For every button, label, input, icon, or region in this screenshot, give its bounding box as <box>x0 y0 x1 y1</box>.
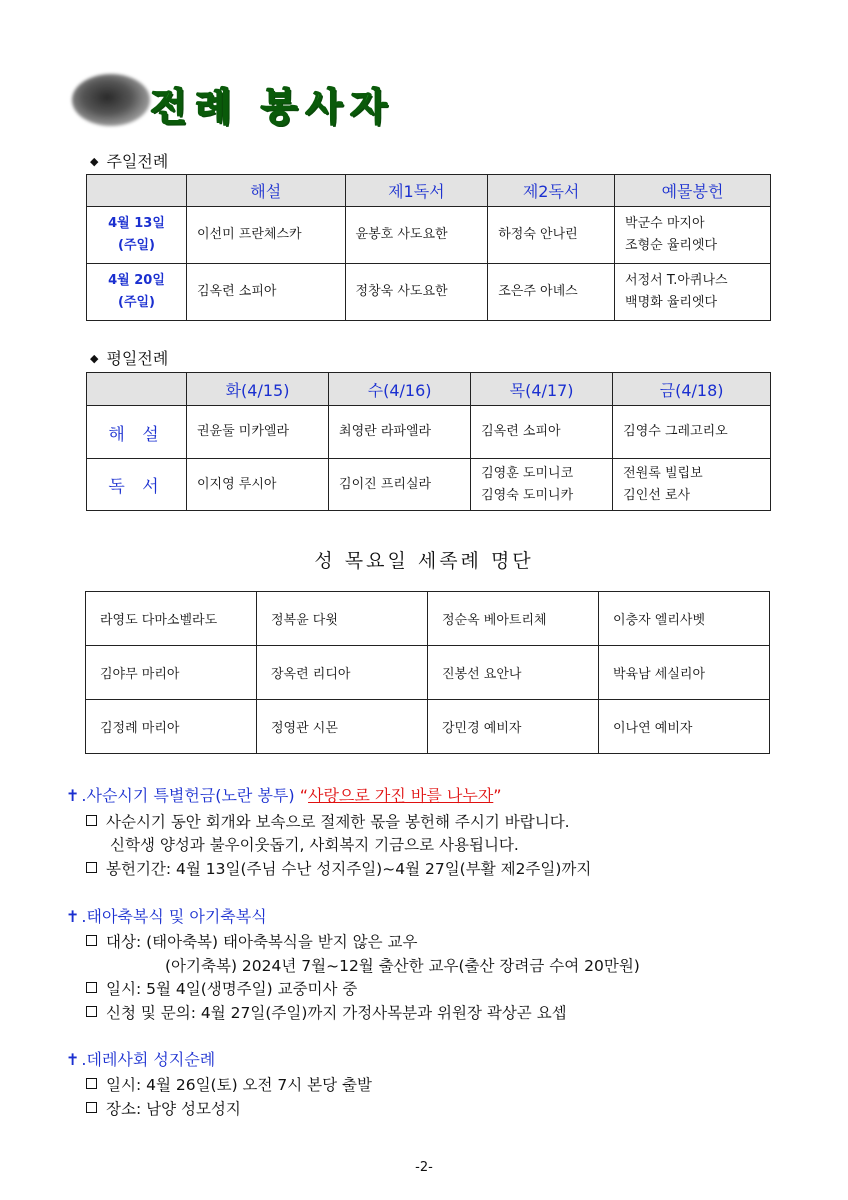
table-cell: 하정숙 안나린 <box>488 207 615 264</box>
table-row <box>87 459 771 511</box>
checkbox-bullet-icon <box>86 1102 97 1113</box>
diamond-bullet-icon: ◆ <box>90 155 99 168</box>
decorative-blob <box>72 74 150 126</box>
name-cell: 김정례 마리아 <box>86 700 257 754</box>
weekday-table <box>86 372 771 511</box>
name-cell: 이충자 엘리사벳 <box>599 592 770 646</box>
page-header <box>64 64 404 134</box>
table-cell: 조은주 아녜스 <box>488 264 615 321</box>
table-cell: 김옥련 소피아 <box>187 264 346 321</box>
name-cell: 정복윤 다윗 <box>257 592 428 646</box>
list-item-continuation: 신학생 양성과 불우이웃돕기, 사회복지 기금으로 사용됩니다. <box>110 836 519 854</box>
table-row <box>87 264 771 321</box>
table-cell: 김이진 프리실라 <box>329 459 471 511</box>
cross-icon: ✝ <box>66 1050 80 1069</box>
column-header: 금(4/18) <box>613 373 771 406</box>
table-row <box>87 207 771 264</box>
role-cell: 해 설 <box>87 406 187 459</box>
checkbox-bullet-icon <box>86 862 97 873</box>
list-item: 일시: 5월 4일(생명주일) 교중미사 중 <box>86 977 357 999</box>
list-item: 사순시기 동안 회개와 보속으로 절제한 몫을 봉헌해 주시기 바랍니다. <box>86 810 570 832</box>
table-cell: 이지영 루시아 <box>187 459 329 511</box>
list-item: 일시: 4월 26일(토) 오전 7시 본당 출발 <box>86 1073 372 1095</box>
table-row <box>86 592 770 646</box>
list-item: 봉헌기간: 4월 13일(주님 수난 성지주일)~4월 27일(부활 제2주일)까지 <box>86 857 591 879</box>
checkbox-bullet-icon <box>86 815 97 826</box>
table-cell: 권윤둘 미카엘라 <box>187 406 329 459</box>
table-cell: 이선미 프란체스카 <box>187 207 346 264</box>
table-corner <box>87 373 187 406</box>
name-cell: 박육남 세실리아 <box>599 646 770 700</box>
table-cell: 김옥련 소피아 <box>471 406 613 459</box>
name-cell: 진봉선 요안나 <box>428 646 599 700</box>
list-item: 장소: 남양 성모성지 <box>86 1097 241 1119</box>
weekday-section-label: ◆ 평일전례 <box>90 349 169 368</box>
table-row <box>87 406 771 459</box>
checkbox-bullet-icon <box>86 1006 97 1017</box>
checkbox-bullet-icon <box>86 1078 97 1089</box>
page-number: -2- <box>415 1160 433 1175</box>
footwashing-table <box>85 591 770 754</box>
table-row <box>86 700 770 754</box>
footwashing-title: 성 목요일 세족례 명단 <box>314 550 534 572</box>
name-cell: 정순옥 베아트리체 <box>428 592 599 646</box>
role-cell: 독 서 <box>87 459 187 511</box>
notice-heading: ✝ .데레사회 성지순례 <box>66 1050 216 1069</box>
date-cell: 4월 13일 (주일) <box>87 207 187 264</box>
column-header: 화(4/15) <box>187 373 329 406</box>
list-item: 신청 및 문의: 4월 27일(주일)까지 가정사목분과 위원장 곽상곤 요셉 <box>86 1001 567 1023</box>
column-header: 목(4/17) <box>471 373 613 406</box>
sunday-section-label: ◆ 주일전례 <box>90 152 169 171</box>
checkbox-bullet-icon <box>86 935 97 946</box>
table-corner <box>87 175 187 207</box>
column-header: 예물봉헌 <box>615 175 771 207</box>
table-cell: 박군수 마지아 조형순 율리엣다 <box>615 207 771 264</box>
checkbox-bullet-icon <box>86 982 97 993</box>
name-cell: 김야무 마리아 <box>86 646 257 700</box>
table-cell: 서정서 T.아퀴나스 백명화 율리엣다 <box>615 264 771 321</box>
name-cell: 정영관 시몬 <box>257 700 428 754</box>
cross-icon: ✝ <box>66 786 80 805</box>
name-cell: 강민경 예비자 <box>428 700 599 754</box>
notice-heading: ✝ .사순시기 특별헌금(노란 봉투) “사랑으로 가진 바를 나누자” <box>66 786 502 805</box>
column-header: 수(4/16) <box>329 373 471 406</box>
list-item: 대상: (태아축복) 태아축복식을 받지 않은 교우 <box>86 930 417 952</box>
column-header: 제1독서 <box>345 175 488 207</box>
table-cell: 최영란 라파엘라 <box>329 406 471 459</box>
table-cell: 전원록 빌립보 김인선 로사 <box>613 459 771 511</box>
name-cell: 장옥련 리디아 <box>257 646 428 700</box>
notice-quote: “사랑으로 가진 바를 나누자” <box>299 786 502 805</box>
table-row <box>86 646 770 700</box>
page-title: 전례 봉사자 <box>150 85 395 129</box>
table-cell: 김영훈 도미니코 김영숙 도미니카 <box>471 459 613 511</box>
notice-heading: ✝ .태아축복식 및 아기축복식 <box>66 907 267 926</box>
column-header: 제2독서 <box>488 175 615 207</box>
sunday-table <box>86 174 771 321</box>
date-cell: 4월 20일 (주일) <box>87 264 187 321</box>
name-cell: 이나연 예비자 <box>599 700 770 754</box>
table-cell: 정창욱 사도요한 <box>345 264 488 321</box>
cross-icon: ✝ <box>66 907 80 926</box>
table-cell: 김영수 그레고리오 <box>613 406 771 459</box>
name-cell: 라영도 다마소벨라도 <box>86 592 257 646</box>
list-item-continuation: (아기축복) 2024년 7월~12월 출산한 교우(출산 장려금 수여 20만원) <box>165 957 640 975</box>
column-header: 해설 <box>187 175 346 207</box>
table-cell: 윤봉호 사도요한 <box>345 207 488 264</box>
diamond-bullet-icon: ◆ <box>90 352 99 365</box>
